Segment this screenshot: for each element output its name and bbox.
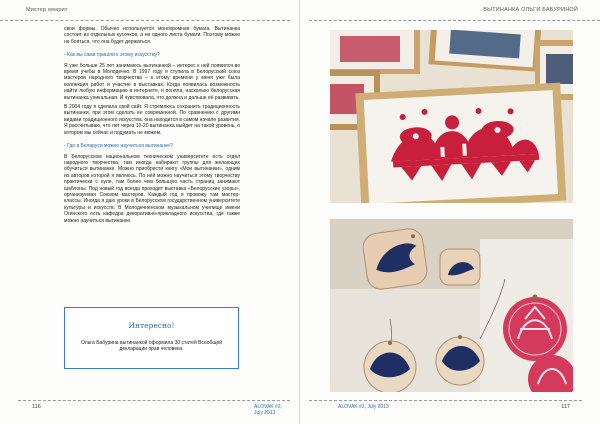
paragraph: В Белорусском национальном техническом университете есть отдел народного творчества, там иногда набирают группы для желающих обучиться вытинанке. Можно приобрести книгу «Мои вытинанки», одним из авторов которой я являюсь. По ней можно научиться этому творчеству практически с нуля, там более чем большую часть страниц занимают шаблоны. Под новый год всегда проходит выставка «Белорусские узоры», организуемая Союзом мастеров. Каждый год я провожу там мастер-классы. Иногда я даю уроки в Белорусском государственном университете культуры и искусств. В Молодечненском музыкальном училище имени Огинского есть кафедра декоративно-прикладного искусства, где также можно научиться вытинанке.	[64, 153, 240, 224]
framed-papercuts-illustration	[330, 30, 573, 203]
header-left-label: Мистер омарит	[26, 7, 68, 13]
header-right-label: ВЫТИНАНКА ОЛЬГИ БАБУРИНОЙ	[483, 7, 578, 13]
left-page	[0, 0, 299, 424]
photo-framed-papercuts	[330, 30, 573, 203]
footer-left	[18, 400, 290, 416]
paragraph: Я уже больше 25 лет занимаюсь вытинанкой – интерес к ней появился во время учебы в Молодечно. В 1997 году я ступила в Белорусский союз мастеров народного творчества – к этому времени у меня уже была коллекция работ и участие в выставках. Когда появилась возможность найти любую информацию в интернете, я поняла, насколько белорусская вытинанка уникальная. И чувствовала, что должна и дальше её развивать.	[64, 62, 240, 101]
note-text: Ольга Бабурина вытинанкой оформила 30 статей Всеобщей декларации прав человека.	[80, 340, 223, 353]
interview-question: - Где в Беларуси можно научиться вытинанке?	[64, 143, 173, 150]
paragraph: В 2004 году я сделала свой сайт. Я стремлюсь сохранить традиционность вытинанки, при этом сделать ее современной. По сравнению с другими видами традиционного искусства, она находится в самом начале развития. Я рассчитываю, что лет через 10-20 вытинанка выйдет на такой уровень, о котором мы сейчас и подумать не можем.	[64, 104, 240, 136]
running-header-left	[0, 6, 290, 21]
magazine-issue-right: ALOVAK #2, July 2013	[338, 404, 389, 410]
right-page	[301, 0, 600, 424]
paragraph: свои формы. Обычно используется монохромная бумага. Вытинанка состоит из отдельных кусочков, а не одного листа бумаги. Поэтому можно не бояться, что она будет держаться.	[64, 26, 240, 45]
note-title: Интересно!	[128, 321, 175, 330]
article-text-column	[64, 26, 240, 227]
page-number-right: 117	[561, 404, 570, 410]
interesting-fact-box	[64, 307, 239, 369]
magazine-issue-left: ALOVAK #2, July 2013	[254, 404, 282, 416]
photo-papercut-pendants	[330, 219, 573, 392]
interview-question: - Как вы сами пришли к этому искусству?	[64, 52, 160, 59]
running-header-right	[309, 6, 600, 21]
footer-right	[309, 400, 582, 413]
page-number-left: 116	[32, 404, 41, 410]
papercut-pendants-illustration	[330, 219, 573, 392]
